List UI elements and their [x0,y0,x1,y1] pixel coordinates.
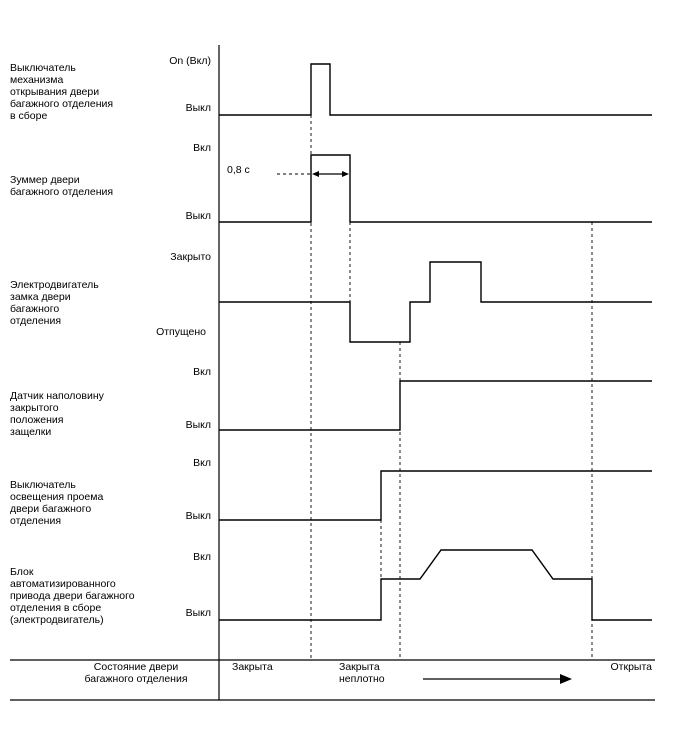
level-high-label: Вкл [193,366,211,378]
level-high-label: Закрыто [170,251,211,263]
signal-waveform [219,550,652,620]
arrow-head-right [342,171,349,177]
signal-waveform [219,262,652,342]
signal-power-drive-motor [10,550,652,626]
signal-waveform [219,471,652,520]
door-state-label: Состояние двери багажного отделения [84,661,188,685]
level-high-label: Вкл [193,457,211,469]
signal-name: Электродвигатель замка двери багажного отделения [10,279,99,327]
signal-waveform [219,381,652,430]
state-half-closed: Закрыта неплотно [339,661,385,685]
signal-light-switch [10,457,652,527]
signal-name: Блок автоматизированного привода двери багажного отделения в сборе (электродвигатель) [10,566,135,626]
signal-name: Датчик наполовину закрытого положения защелки [10,390,104,438]
level-high-label: Вкл [193,551,211,563]
level-low-label: Выкл [185,419,211,431]
level-low-label: Выкл [185,210,211,222]
signal-buzzer [10,142,652,222]
door-state-row [84,661,652,685]
signal-name: Выключатель освещения проема двери багажного отделения [10,479,104,527]
level-low-label: Отпущено [156,326,206,338]
state-open: Открыта [610,661,652,673]
arrow-head-left [312,171,319,177]
signal-waveform [219,155,652,222]
level-low-label: Выкл [185,510,211,522]
level-high-label: Вкл [193,142,211,154]
state-closed: Закрыта [232,661,273,673]
buzzer-duration-label: 0,8 с [227,164,250,176]
signal-half-latch-sensor [10,366,652,438]
level-low-label: Выкл [185,607,211,619]
signal-lock-motor [10,251,652,342]
level-high-label: On (Вкл) [169,55,211,67]
signal-name: Зуммер двери багажного отделения [10,174,114,198]
signal-waveform [219,64,652,115]
opening-direction-arrow-head [560,674,572,684]
signal-name: Выключатель механизма открывания двери багажного отделения в сборе [10,62,114,122]
level-low-label: Выкл [185,102,211,114]
signal-opener-switch [10,55,652,122]
